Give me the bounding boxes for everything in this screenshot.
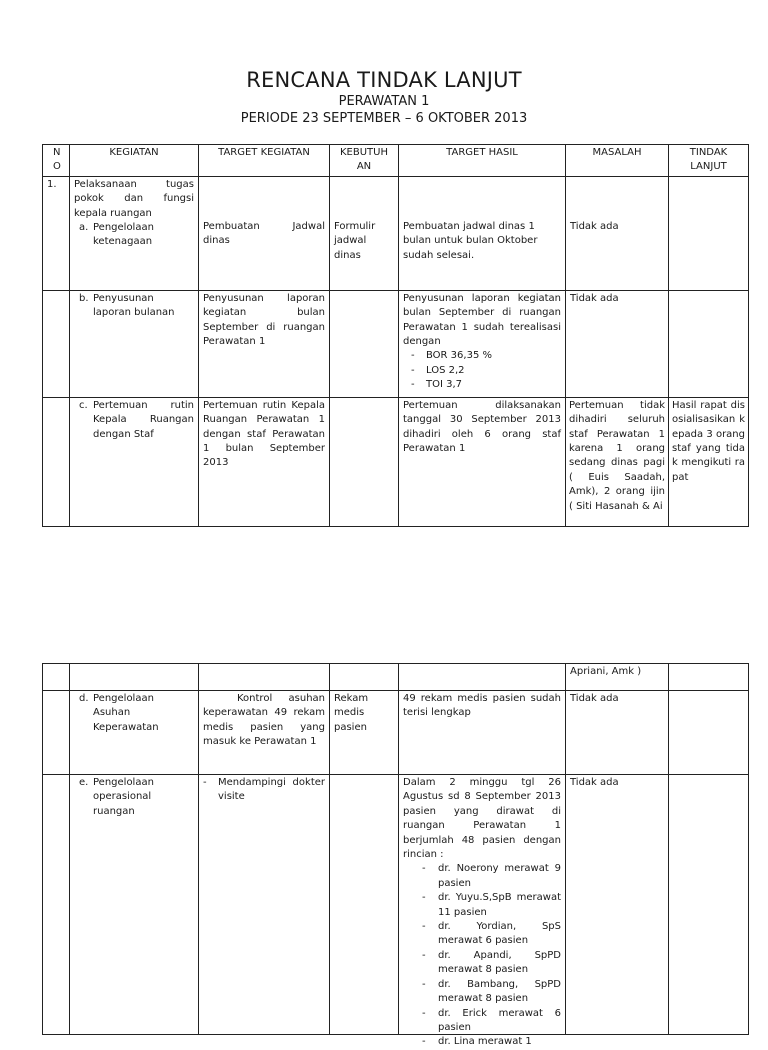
tindak-lanjut-cell [669,397,749,526]
masalah-cell [566,176,669,290]
target-hasil-cell [399,664,566,691]
kebutuhan-cell [330,664,399,691]
tindak-lanjut-cell [669,176,749,290]
target-kegiatan-text: Penyusunan laporan kegiatan bulan September di ruangan Perawatan 1 [203,292,325,348]
target-kegiatan-text: Pembuatan Jadwal dinas [203,220,325,247]
kegiatan-sub-item [74,692,194,735]
target-hasil-cell [399,691,566,775]
kebutuhan-cell [330,176,399,290]
masalah-text: Tidak ada [570,292,619,304]
header-masalah: MASALAH [566,145,669,177]
list-item: - Mendampingi dokter visite [203,776,325,805]
header-tindak-lanjut: TINDAK LANJUT [669,145,749,177]
table-row [43,176,749,290]
kegiatan-cell [70,176,199,290]
kegiatan-cell [70,691,199,775]
masalah-cell [566,290,669,397]
masalah-text: Tidak ada [570,777,619,788]
target-hasil-cell [399,397,566,526]
row-number [43,691,70,775]
list-item: - dr. Apandi, SpPD merawat 8 pasien [422,949,561,978]
sub-item-text: Pertemuan rutin Kepala Ruangan dengan Staf [93,399,194,440]
header-kegiatan: KEGIATAN [70,145,199,177]
list-item: - dr. Yuyu.S,SpB merawat 11 pasien [422,891,561,920]
target-kegiatan-text: Pertemuan rutin Kepala Ruangan Perawatan 1 dengan staf Perawatan 1 bulan September 2013 [203,399,325,469]
target-hasil-text: Pembuatan jadwal dinas 1 bulan untuk bulan Oktober sudah selesai. [403,220,538,261]
kegiatan-sub-item [74,292,194,321]
header-target-hasil: TARGET HASIL [399,145,566,177]
target-hasil-cell [399,176,566,290]
target-kegiatan-cell [199,664,330,691]
table-row [43,397,749,526]
sub-item-label: d. [79,693,89,704]
row-number [43,290,70,397]
plan-table-part-1 [42,144,749,527]
target-kegiatan-text: Kontrol asuhan keperawatan 49 rekam medis pasien yang masuk ke Perawatan 1 [203,693,325,748]
target-hasil-cell [399,775,566,1048]
tindak-lanjut-text: Hasil rapat disosialisasikan kepada 3 orang staf yang tidak mengikuti rapat [672,399,745,483]
sub-item-label: b. [79,292,89,304]
kegiatan-cell [70,290,199,397]
target-kegiatan-cell [199,290,330,397]
row-number: 1. [43,176,70,290]
target-hasil-text: Dalam 2 minggu tgl 26 Agustus sd 8 September 2013 pasien yang dirawat di ruangan Perawatan 1 berjumlah 48 pasien dengan rincian : [403,777,561,861]
target-kegiatan-cell [199,397,330,526]
target-kegiatan-list [203,776,325,805]
list-item: - LOS 2,2 [411,364,561,378]
masalah-text: Tidak ada [570,220,619,232]
sub-item-label: c. [79,399,88,411]
target-hasil-list [403,349,561,392]
table-header-row [43,145,749,177]
list-item: - dr. Erick merawat 6 pasien [422,1007,561,1036]
masalah-cell [566,775,669,1035]
header-target-kegiatan: TARGET KEGIATAN [199,145,330,177]
target-kegiatan-cell [199,176,330,290]
sub-item-label: a. [79,222,89,234]
masalah-text: Pertemuan tidak dihadiri seluruh staf Perawatan 1 karena 1 orang sedang dinas pagi ( Euis Saadah, Amk), 2 orang ijin ( Siti Hasanah & Ai [569,399,665,512]
kegiatan-sub-item [74,399,194,442]
kebutuhan-cell [330,397,399,526]
masalah-cell [566,691,669,775]
sub-item-text: Pengelolaan operasional ruangan [93,777,154,817]
kegiatan-sub-item [74,221,194,250]
kegiatan-cell [70,775,199,1035]
table-row [43,290,749,397]
list-item: - BOR 36,35 % [411,349,561,363]
kegiatan-cell [70,664,199,691]
target-hasil-text: Pertemuan dilaksanakan tanggal 30 September 2013 dihadiri oleh 6 orang staf Perawatan 1 [403,399,561,455]
tindak-lanjut-cell [669,664,749,691]
table-row [43,775,749,1035]
list-item: - dr. Yordian, SpS merawat 6 pasien [422,920,561,949]
row-number [43,397,70,526]
document-subtitle-period: PERIODE 23 SEPTEMBER – 6 OKTOBER 2013 [240,111,528,126]
kebutuhan-text: Formulir jadwal dinas [334,220,376,261]
table-row [43,664,749,691]
header-no: N O [43,145,70,177]
table-row [43,691,749,775]
document-title: RENCANA TINDAK LANJUT [246,68,522,92]
row-number [43,664,70,691]
target-hasil-cell [399,290,566,397]
kebutuhan-text: Rekam medis pasien [334,693,369,733]
masalah-cell [566,397,669,526]
sub-item-text: Pengelolaan Asuhan Keperawatan [93,693,159,733]
plan-table-part-2 [42,663,749,1048]
document-subtitle-unit: PERAWATAN 1 [338,94,430,109]
target-hasil-list [403,862,561,1049]
target-hasil-text: 49 rekam medis pasien sudah terisi lengkap [403,693,561,719]
kegiatan-cell [70,397,199,526]
tindak-lanjut-cell [669,290,749,397]
target-hasil-text: Penyusunan laporan kegiatan bulan September di ruangan Perawatan 1 sudah terealisasi dengan [403,292,561,348]
masalah-text: Apriani, Amk ) [570,666,642,677]
target-kegiatan-cell [199,775,330,1035]
sub-item-text: Pengelolaan ketenagaan [93,222,154,248]
kebutuhan-cell [330,775,399,1035]
list-item: - TOI 3,7 [411,378,561,392]
kebutuhan-cell [330,290,399,397]
list-item: - dr. Noerony merawat 9 pasien [422,862,561,891]
kebutuhan-cell [330,691,399,775]
kegiatan-main-text: Pelaksanaan tugas pokok dan fungsi kepala ruangan [74,178,194,219]
kegiatan-sub-item [74,776,194,819]
sub-item-label: e. [79,777,89,788]
row-number [43,775,70,1035]
tindak-lanjut-cell [669,691,749,775]
header-kebutuhan: KEBUTUH AN [330,145,399,177]
masalah-cell [566,664,669,691]
tindak-lanjut-cell [669,775,749,1035]
sub-item-text: Penyusunan laporan bulanan [93,292,175,319]
list-item: - dr. Lina merawat 1 [422,1035,561,1049]
target-kegiatan-cell [199,691,330,775]
masalah-text: Tidak ada [570,693,619,704]
list-item: - dr. Bambang, SpPD merawat 8 pasien [422,978,561,1007]
